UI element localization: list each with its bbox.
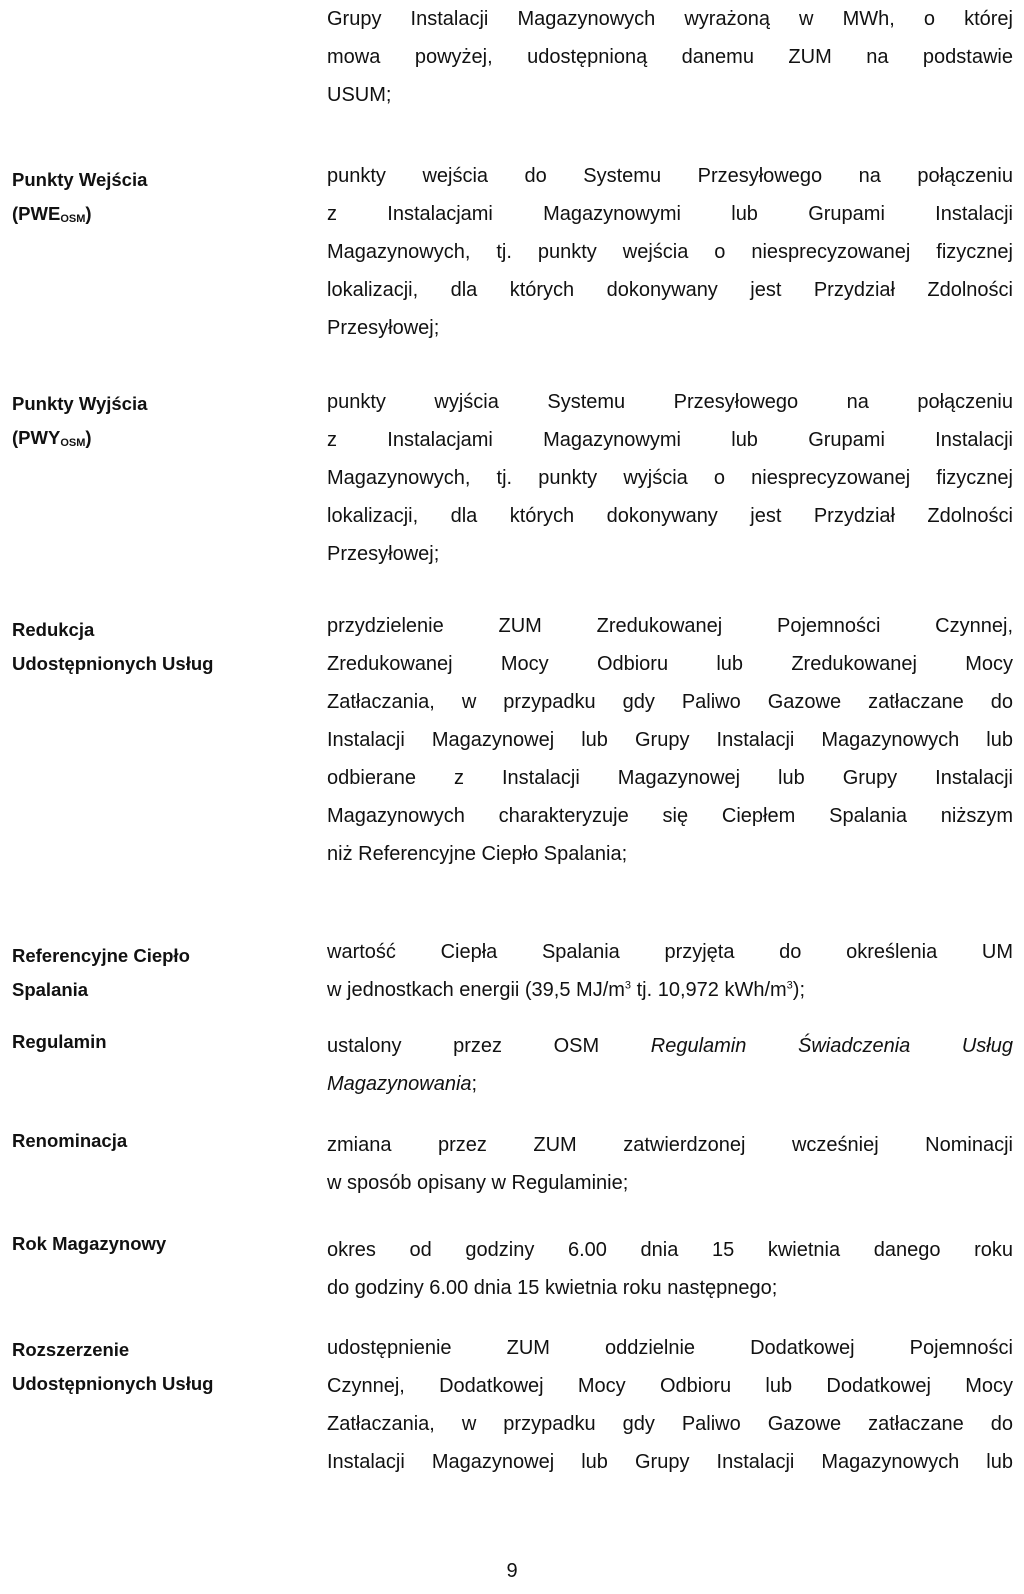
definition-term: [12, 1333, 302, 1401]
term-line: [12, 197, 302, 231]
term-line: Rok Magazynowy: [12, 1233, 167, 1254]
definition-line: [327, 1065, 1013, 1103]
definition-line: Zatłaczania, w przypadku gdy Paliwo Gazowe zatłaczane do: [327, 1413, 1013, 1435]
definition-line: Magazynowych, tj. punkty wejścia o niesprecyzowanej fizycznej: [327, 241, 1013, 263]
definition-line: punkty wejścia do Systemu Przesyłowego na połączeniu: [327, 165, 1013, 187]
definition-text: [327, 1329, 1013, 1481]
term-line: Rozszerzenie: [12, 1339, 130, 1360]
term-line: Punkty Wyjścia: [12, 393, 148, 414]
definition-line: Zredukowanej Mocy Odbioru lub Zredukowanej Mocy: [327, 653, 1013, 675]
definition-line: lokalizacji, dla których dokonywany jest Przydział Zdolności: [327, 505, 1013, 527]
intro-line: USUM;: [327, 84, 392, 106]
intro-paragraph: [327, 0, 1013, 114]
term-abbrev-close: ): [85, 427, 92, 448]
term-line: [12, 421, 302, 455]
term-line: Referencyjne Ciepło: [12, 945, 190, 966]
definition-line: udostępnienie ZUM oddzielnie Dodatkowej Pojemności: [327, 1337, 1013, 1359]
definition-term: [12, 163, 302, 231]
definition-text: [327, 383, 1013, 573]
definition-fragment: );: [792, 979, 806, 1001]
definition-line: przydzielenie ZUM Zredukowanej Pojemności Czynnej,: [327, 615, 1013, 637]
definition-line: Czynnej, Dodatkowej Mocy Odbioru lub Dodatkowej Mocy: [327, 1375, 1013, 1397]
page-number: 9: [506, 1560, 518, 1582]
superscript: 3: [624, 979, 632, 992]
definition-line: punkty wyjścia Systemu Przesyłowego na połączeniu: [327, 391, 1013, 413]
definition-line: zmiana przez ZUM zatwierdzonej wcześniej Nominacji: [327, 1134, 1013, 1156]
definition-line: odbierane z Instalacji Magazynowej lub Grupy Instalacji: [327, 767, 1013, 789]
term-abbrev: (PWY: [12, 427, 61, 448]
term-subscript: OSM: [60, 437, 86, 449]
definition-fragment: ustalony przez OSM: [327, 1035, 651, 1057]
definition-text: [327, 933, 1013, 1009]
definition-text: [327, 1231, 1013, 1307]
definition-term: [12, 387, 302, 455]
definition-line: okres od godziny 6.00 dnia 15 kwietnia danego roku: [327, 1239, 1013, 1261]
intro-line: mowa powyżej, udostępnioną danemu ZUM na podstawie: [327, 46, 1013, 68]
definition-line: Instalacji Magazynowej lub Grupy Instalacji Magazynowych lub: [327, 1451, 1013, 1473]
definition-term: [12, 1025, 302, 1059]
definition-line: Magazynowych, tj. punkty wyjścia o niesprecyzowanej fizycznej: [327, 467, 1013, 489]
definition-term: [12, 939, 302, 1007]
definition-line: Przesyłowej;: [327, 543, 440, 565]
definition-italic: Regulamin Świadczenia Usług: [650, 1035, 1013, 1057]
term-line: Renominacja: [12, 1130, 128, 1151]
term-line: Punkty Wejścia: [12, 169, 148, 190]
definition-fragment: w jednostkach energii (39,5 MJ/m: [327, 979, 625, 1001]
intro-line: Grupy Instalacji Magazynowych wyrażoną w MWh, o której: [327, 8, 1013, 30]
definition-line: wartość Ciepła Spalania przyjęta do określenia UM: [327, 941, 1013, 963]
superscript: 3: [786, 979, 793, 992]
term-abbrev: (PWE: [12, 203, 61, 224]
definition-term: [12, 613, 302, 681]
definition-text: [327, 157, 1013, 347]
definition-line: [327, 971, 1013, 1009]
definition-line: Instalacji Magazynowej lub Grupy Instalacji Magazynowych lub: [327, 729, 1013, 751]
definition-term: [12, 1124, 302, 1158]
definition-text: [327, 1027, 1013, 1103]
term-abbrev-close: ): [85, 203, 92, 224]
definition-fragment: ;: [471, 1073, 478, 1095]
definition-italic: Magazynowania: [327, 1073, 472, 1095]
term-line: Udostępnionych Usług: [12, 653, 214, 674]
definition-line: lokalizacji, dla których dokonywany jest Przydział Zdolności: [327, 279, 1013, 301]
definition-line: w sposób opisany w Regulaminie;: [327, 1172, 629, 1194]
definition-line: Magazynowych charakteryzuje się Ciepłem Spalania niższym: [327, 805, 1013, 827]
definition-line: Przesyłowej;: [327, 317, 440, 339]
definition-term: [12, 1227, 302, 1261]
definition-line: do godziny 6.00 dnia 15 kwietnia roku następnego;: [327, 1277, 778, 1299]
definition-text: [327, 1126, 1013, 1202]
term-line: Redukcja: [12, 619, 95, 640]
term-subscript: OSM: [60, 213, 86, 225]
definition-line: Zatłaczania, w przypadku gdy Paliwo Gazowe zatłaczane do: [327, 691, 1013, 713]
definition-fragment: tj. 10,972 kWh/m: [631, 979, 787, 1001]
definition-text: [327, 607, 1013, 873]
term-line: Spalania: [12, 979, 89, 1000]
term-line: Udostępnionych Usług: [12, 1373, 214, 1394]
definition-line: z Instalacjami Magazynowymi lub Grupami Instalacji: [327, 203, 1013, 225]
definition-line: niż Referencyjne Ciepło Spalania;: [327, 843, 628, 865]
term-line: Regulamin: [12, 1031, 107, 1052]
definition-line: z Instalacjami Magazynowymi lub Grupami Instalacji: [327, 429, 1013, 451]
definition-line: [327, 1027, 1013, 1065]
